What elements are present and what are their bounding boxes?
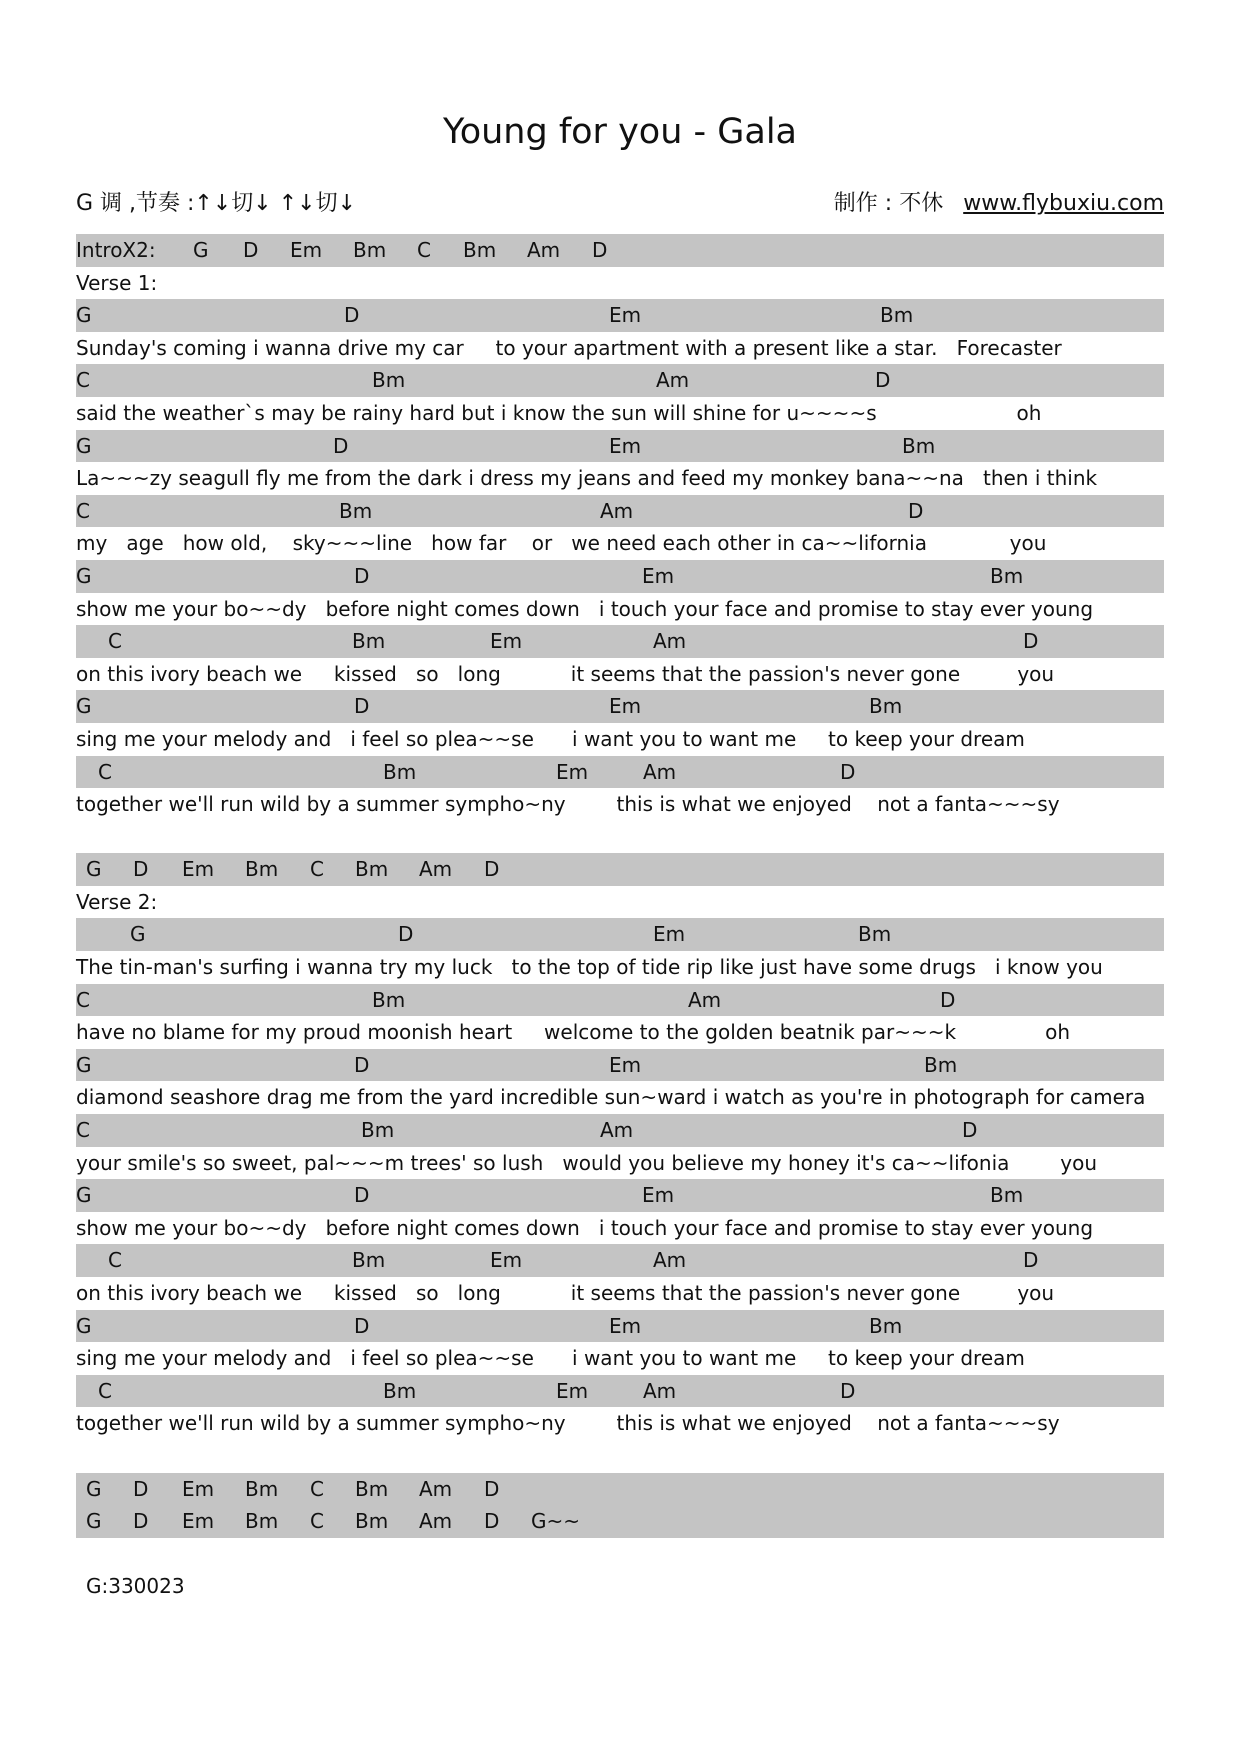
lyric-text: show me your bo~~dy before night comes down i touch your face and promise to stay ever young <box>76 1215 1094 1240</box>
chord-symbol: Bm <box>924 1052 958 1077</box>
chord-sheet <box>76 234 1164 1538</box>
chord-symbol: Am <box>653 629 687 654</box>
lyric-text: The tin-man's surfing i wanna try my luck to the top of tide rip like just have some drugs i know you <box>76 955 1103 980</box>
lyric-line <box>76 397 1164 430</box>
chord-symbol: G <box>76 563 92 588</box>
chord-row <box>76 364 1164 397</box>
chord-row <box>76 430 1164 463</box>
chord-symbol: Bm <box>869 694 903 719</box>
section-label <box>76 886 1164 919</box>
chord-symbol: C <box>310 1476 324 1501</box>
chord-symbol: Em <box>490 1248 523 1273</box>
chord-row <box>76 1505 1164 1538</box>
chord-symbol: C <box>98 1378 112 1403</box>
lyric-line <box>76 951 1164 984</box>
chord-symbol: Em <box>182 857 215 882</box>
lyric-line <box>76 723 1164 756</box>
chord-symbol: D <box>1023 629 1039 654</box>
chord-symbol: G~~ <box>531 1509 581 1534</box>
website-link[interactable]: www.flybuxiu.com <box>963 191 1164 216</box>
chord-symbol: D <box>333 433 349 458</box>
chord-symbol: Am <box>419 1509 453 1534</box>
author-credit: 制作 : 不休 <box>833 191 944 216</box>
chord-symbol: D <box>243 238 259 262</box>
chord-symbol: C <box>108 629 122 654</box>
chord-symbol: Bm <box>990 1183 1024 1208</box>
chord-symbol: C <box>76 368 90 393</box>
chord-symbol: D <box>133 1476 149 1501</box>
chord-symbol: Bm <box>463 238 497 262</box>
chord-symbol: Em <box>556 1378 589 1403</box>
chord-symbol: Bm <box>353 238 387 262</box>
chord-symbol: Bm <box>245 1476 279 1501</box>
chord-symbol: G <box>130 922 146 947</box>
lyric-line <box>76 332 1164 365</box>
lyric-line <box>76 1081 1164 1114</box>
spacer <box>76 1440 1164 1473</box>
chord-symbol: D <box>908 498 924 523</box>
lyric-text: sing me your melody and i feel so plea~~se i want you to want me to keep your dream <box>76 1346 1025 1371</box>
chord-symbol: Bm <box>902 433 936 458</box>
chord-symbol: Bm <box>880 303 914 328</box>
chord-symbol: D <box>1023 1248 1039 1273</box>
chord-symbol: Bm <box>245 1509 279 1534</box>
chord-symbol: D <box>354 694 370 719</box>
chord-row <box>76 1049 1164 1082</box>
lyric-text: show me your bo~~dy before night comes down i touch your face and promise to stay ever young <box>76 596 1094 621</box>
lyric-text: together we'll run wild by a summer sympho~ny this is what we enjoyed not a fanta~~~sy <box>76 1411 1060 1436</box>
chord-symbol: D <box>592 238 608 262</box>
chord-symbol: Bm <box>372 368 406 393</box>
chord-symbol: Em <box>609 433 642 458</box>
chord-symbol: Em <box>290 238 323 262</box>
chord-symbol: Em <box>609 303 642 328</box>
lyric-line <box>76 658 1164 691</box>
lyric-text: together we'll run wild by a summer sympho~ny this is what we enjoyed not a fanta~~~sy <box>76 792 1060 817</box>
chord-symbol: Am <box>527 238 561 262</box>
lyric-line <box>76 1277 1164 1310</box>
chord-row <box>76 918 1164 951</box>
chord-symbol: Em <box>556 759 589 784</box>
chord-symbol: Bm <box>352 1248 386 1273</box>
chord-symbol: D <box>840 759 856 784</box>
chord-symbol: D <box>875 368 891 393</box>
chord-symbol: Em <box>609 1052 642 1077</box>
chord-symbol: Am <box>643 1378 677 1403</box>
chord-symbol: Am <box>653 1248 687 1273</box>
lyric-text: your smile's so sweet, pal~~~m trees' so lush would you believe my honey it's ca~~lifonia you <box>76 1150 1098 1175</box>
chord-symbol: Em <box>182 1476 215 1501</box>
chord-symbol: G <box>76 1183 92 1208</box>
chord-symbol: Am <box>688 987 722 1012</box>
chord-symbol: Bm <box>245 857 279 882</box>
lyric-line <box>76 1016 1164 1049</box>
song-title: Young for you - Gala <box>442 112 798 152</box>
lyric-text: La~~~zy seagull fly me from the dark i dress my jeans and feed my monkey bana~~na then i think <box>76 466 1098 491</box>
chord-symbol: C <box>98 759 112 784</box>
chord-symbol: G <box>76 694 92 719</box>
chord-symbol: Am <box>656 368 690 393</box>
chord-symbol: D <box>962 1118 978 1143</box>
chord-symbol: Bm <box>352 629 386 654</box>
chord-symbol: D <box>354 563 370 588</box>
spacer <box>76 821 1164 854</box>
chord-row <box>76 234 1164 267</box>
chord-symbol: C <box>310 1509 324 1534</box>
chord-symbol: C <box>310 857 324 882</box>
section-label <box>76 267 1164 300</box>
lyric-text: sing me your melody and i feel so plea~~se i want you to want me to keep your dream <box>76 726 1025 751</box>
key-rhythm: G 调 ,节奏 :↑↓切↓ ↑↓切↓ <box>76 191 357 216</box>
chord-symbol: G <box>76 433 92 458</box>
chord-symbol: Em <box>653 922 686 947</box>
chord-symbol: D <box>484 1509 500 1534</box>
chord-symbol: Bm <box>361 1118 395 1143</box>
chord-symbol: C <box>417 238 431 262</box>
chord-symbol: Am <box>419 857 453 882</box>
chord-symbol: D <box>354 1313 370 1338</box>
lyric-line <box>76 1212 1164 1245</box>
chord-symbol: Am <box>600 1118 634 1143</box>
chord-symbol: D <box>940 987 956 1012</box>
chord-symbol: D <box>840 1378 856 1403</box>
chord-symbol: Bm <box>355 1509 389 1534</box>
chord-row <box>76 1473 1164 1506</box>
section-label-text: Verse 2: <box>76 889 158 914</box>
chord-symbol: G <box>86 1509 102 1534</box>
chord-symbol: Em <box>609 694 642 719</box>
chord-symbol: D <box>344 303 360 328</box>
chord-symbol: G <box>86 857 102 882</box>
chord-row <box>76 299 1164 332</box>
lyric-line <box>76 1342 1164 1375</box>
lyric-line <box>76 462 1164 495</box>
chord-row <box>76 495 1164 528</box>
chord-symbol: Bm <box>383 759 417 784</box>
chord-symbol: Em <box>642 563 675 588</box>
chord-symbol: Am <box>643 759 677 784</box>
chord-symbol: G <box>76 1313 92 1338</box>
lyric-text: have no blame for my proud moonish heart welcome to the golden beatnik par~~~k oh <box>76 1020 1071 1045</box>
chord-row <box>76 1179 1164 1212</box>
section-label-text: Verse 1: <box>76 270 158 295</box>
lyric-text: on this ivory beach we kissed so long it seems that the passion's never gone you <box>76 1281 1055 1305</box>
chord-symbol: Bm <box>372 987 406 1012</box>
chord-symbol: D <box>484 1476 500 1501</box>
chord-symbol: Bm <box>869 1313 903 1338</box>
chord-symbol: C <box>108 1248 122 1273</box>
chord-symbol: Em <box>182 1509 215 1534</box>
lyric-text: said the weather`s may be rainy hard but i know the sun will shine for u~~~~s oh <box>76 400 1042 425</box>
chord-symbol: G <box>86 1476 102 1501</box>
lyric-text: my age how old, sky~~~line how far or we need each other in ca~~lifornia you <box>76 531 1047 556</box>
lyric-text: Sunday's coming i wanna drive my car to your apartment with a present like a star. Forecaster <box>76 335 1062 360</box>
chord-symbol: D <box>484 857 500 882</box>
chord-symbol: G <box>76 303 92 328</box>
chord-row <box>76 756 1164 789</box>
chord-symbol: Am <box>600 498 634 523</box>
lyric-line <box>76 527 1164 560</box>
chord-symbol: Em <box>642 1183 675 1208</box>
chord-symbol: Em <box>609 1313 642 1338</box>
chord-symbol: D <box>133 1509 149 1534</box>
chord-symbol: D <box>398 922 414 947</box>
chord-shape-note: G:330023 <box>86 1574 185 1598</box>
chord-symbol: Bm <box>339 498 373 523</box>
chord-symbol: D <box>354 1183 370 1208</box>
chord-symbol: Bm <box>355 857 389 882</box>
chord-symbol: Bm <box>990 563 1024 588</box>
chord-symbol: Bm <box>355 1476 389 1501</box>
credit <box>834 186 1164 217</box>
chord-symbol: C <box>76 1118 90 1143</box>
chord-symbol: IntroX2: <box>76 238 156 262</box>
lyric-text: on this ivory beach we kissed so long it seems that the passion's never gone you <box>76 661 1055 686</box>
chord-symbol: C <box>76 498 90 523</box>
chord-symbol: Bm <box>383 1378 417 1403</box>
chord-symbol: D <box>133 857 149 882</box>
chord-row <box>76 560 1164 593</box>
chord-row <box>76 1114 1164 1147</box>
lyric-line <box>76 1407 1164 1440</box>
chord-row <box>76 1375 1164 1408</box>
lyric-text: diamond seashore drag me from the yard incredible sun~ward i watch as you're in photograph for camera <box>76 1085 1146 1110</box>
lyric-line <box>76 593 1164 626</box>
chord-symbol: C <box>76 987 90 1012</box>
chord-row <box>76 853 1164 886</box>
chord-row <box>76 625 1164 658</box>
chord-row <box>76 690 1164 723</box>
chord-symbol: G <box>193 238 209 262</box>
chord-symbol: Am <box>419 1476 453 1501</box>
chord-symbol: G <box>76 1052 92 1077</box>
chord-symbol: D <box>354 1052 370 1077</box>
chord-symbol: Bm <box>858 922 892 947</box>
chord-row <box>76 1244 1164 1277</box>
chord-symbol: Em <box>490 629 523 654</box>
lyric-line <box>76 1147 1164 1180</box>
chord-row <box>76 984 1164 1017</box>
lyric-line <box>76 788 1164 821</box>
chord-row <box>76 1310 1164 1343</box>
